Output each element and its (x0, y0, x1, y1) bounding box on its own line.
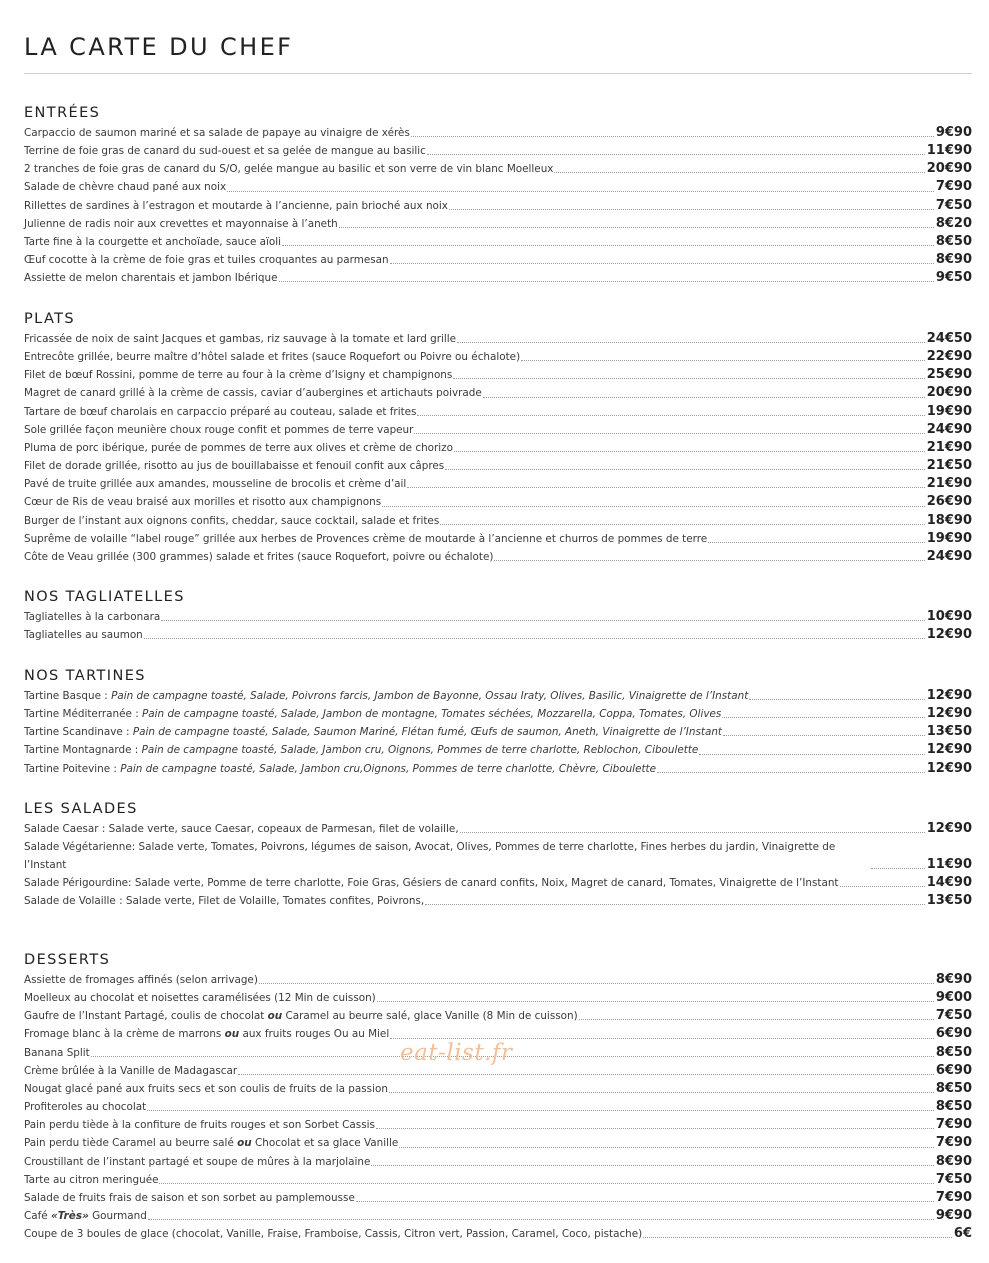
menu-item-price: 11€90 (926, 143, 972, 159)
dot-leader (749, 698, 924, 700)
menu-item-text: Fricassée de noix de saint Jacques et gambas, riz sauvage à la tomate et lard grille (24, 333, 457, 345)
menu-item-name (24, 1225, 642, 1243)
menu-item-price: 21€90 (926, 476, 972, 492)
dot-leader (723, 734, 925, 736)
menu-item (24, 366, 972, 384)
menu-item-name (24, 1116, 375, 1134)
menu-item-price: 6€90 (935, 1062, 972, 1078)
menu-item-name (24, 475, 406, 493)
menu-item-text: Julienne de radis noir aux crevettes et mayonnaise à l’aneth (24, 217, 338, 230)
menu-item-name (24, 626, 143, 644)
menu-item-text-rest: aux fruits rouges Ou au Miel (239, 1028, 390, 1041)
dot-leader (440, 523, 925, 525)
menu-item-price: 8€50 (935, 1099, 972, 1115)
menu-item (24, 741, 972, 759)
dot-leader (371, 1164, 933, 1166)
dot-leader (356, 1200, 934, 1202)
menu-item-name (24, 530, 707, 548)
menu-item (24, 197, 972, 215)
menu-item (24, 493, 972, 511)
menu-item-name (24, 741, 698, 759)
dot-leader (643, 1236, 952, 1238)
title-divider (24, 73, 972, 74)
menu-item-name (24, 760, 656, 778)
dot-leader (161, 619, 925, 621)
dot-leader (457, 341, 925, 343)
dot-leader (399, 1146, 934, 1148)
menu-item (24, 1116, 972, 1134)
menu-item-name (24, 971, 258, 989)
menu-item (24, 251, 972, 269)
dot-leader (144, 637, 925, 639)
menu-item-text: Salade Végétarienne: Salade verte, Tomates, Poivrons, légumes de saison, Avocat, Olives, Pommes de terre charlotte, Fines herbes du jardin, Vinaigrette de l’Instant (24, 841, 836, 872)
menu-item-name (24, 512, 439, 530)
menu-item (24, 820, 972, 838)
menu-item-text: Œuf cocotte à la crème de foie gras et tuiles croquantes au parmesan (24, 254, 389, 267)
menu-item-text: Coupe de 3 boules de glace (chocolat, Vanille, Fraise, Framboise, Cassis, Citron vert, Passion, Caramel, Coco, pistache) (24, 1228, 643, 1241)
section-tagliatelles (24, 589, 972, 644)
section-heading: NOS TARTINES (24, 668, 146, 684)
menu-item-price: 7€90 (935, 1135, 972, 1151)
menu-item-name (24, 197, 448, 215)
menu-item (24, 705, 972, 723)
menu-item-price: 7€50 (935, 1008, 972, 1024)
menu-item-price: 20€90 (926, 161, 972, 177)
menu-item-price: 12€90 (926, 706, 972, 722)
menu-item (24, 1207, 972, 1225)
menu-item (24, 142, 972, 160)
menu-item-text: Tarte au citron meringuée (24, 1173, 159, 1186)
menu-item-name (24, 1207, 147, 1225)
menu-item-text-rest: Chocolat et sa glace Vanille (251, 1137, 399, 1150)
menu-item-name (24, 1189, 355, 1207)
menu-item-text-rest: Gourmand (88, 1210, 147, 1223)
menu-item (24, 384, 972, 402)
dot-leader (699, 753, 924, 755)
section-plats (24, 311, 972, 566)
menu-item-price: 6€90 (935, 1026, 972, 1042)
menu-item-price: 6€ (953, 1226, 972, 1242)
menu-item-name (24, 838, 870, 874)
dot-leader (414, 432, 924, 434)
menu-item (24, 512, 972, 530)
menu-item-text: Banana Split (24, 1046, 90, 1059)
menu-item-price: 8€90 (935, 1153, 972, 1169)
section-heading: NOS TAGLIATELLES (24, 589, 185, 605)
menu-item-emphasis: ou (267, 1010, 283, 1023)
dot-leader (376, 1127, 934, 1129)
dot-leader (147, 1109, 934, 1111)
menu-item-name (24, 1153, 370, 1171)
menu-item-price: 12€90 (926, 627, 972, 643)
menu-item-price: 8€50 (935, 1044, 972, 1060)
menu-item (24, 1098, 972, 1116)
menu-item-text: Pain perdu tiède Caramel au beurre salé (24, 1137, 238, 1150)
menu-item-text: Tarte fine à la courgette et anchoïade, sauce aïoli (24, 235, 282, 248)
section-tartines (24, 668, 972, 778)
menu-item (24, 269, 972, 287)
menu-item-price: 24€50 (926, 331, 972, 346)
menu-item-text: Salade de Volaille : Salade verte, Filet de Volaille, Tomates confites, Poivrons, (24, 895, 425, 908)
menu-item (24, 1134, 972, 1152)
menu-item-text: Suprême de volaille “label rouge” grillée aux herbes de Provences crème de moutarde à l’ancienne et churros de pommes de terre (24, 532, 708, 545)
menu-item (24, 548, 972, 566)
dot-leader (708, 541, 925, 543)
menu-item-name (24, 366, 452, 384)
menu-item-price: 12€90 (926, 760, 972, 776)
menu-item-text: Tartine Méditerranée : (24, 708, 143, 721)
dot-leader (148, 1218, 934, 1220)
page-title: LA CARTE DU CHEF (24, 33, 294, 62)
menu-item-name (24, 1007, 578, 1025)
menu-item (24, 1080, 972, 1098)
menu-item-text-rest: Caramel au beurre salé, glace Vanille (8 Min de cuisson) (282, 1010, 578, 1023)
menu-item-name (24, 1134, 398, 1152)
menu-item-list (24, 330, 972, 566)
dot-leader (417, 414, 924, 416)
menu-item-name (24, 269, 278, 287)
menu-item-name (24, 989, 376, 1007)
menu-item-name (24, 384, 482, 402)
menu-item-text: Assiette de melon charentais et jambon Ibérique (24, 272, 278, 285)
menu-item (24, 348, 972, 366)
menu-item-price: 24€90 (926, 548, 972, 564)
menu-item-name (24, 1171, 158, 1189)
menu-item-price: 12€90 (926, 742, 972, 758)
dot-leader (445, 468, 925, 470)
menu-item-price: 26€90 (926, 494, 972, 510)
menu-item-text: Salade de chèvre chaud pané aux noix (24, 181, 227, 194)
menu-item-name (24, 348, 520, 366)
dot-leader (425, 903, 925, 905)
menu-item-text: Profiteroles au chocolat (24, 1101, 147, 1114)
menu-item (24, 1225, 972, 1243)
menu-item-detail: Pain de campagne toasté, Salade, Jambon cru,Oignons, Pommes de terre charlotte, Chèvre, Ciboulette (120, 762, 657, 775)
menu-item-name (24, 178, 226, 196)
menu-item-name (24, 493, 381, 511)
menu-item-price: 7€50 (935, 197, 972, 213)
menu-item-price: 7€50 (935, 1171, 972, 1187)
menu-item-text: Carpaccio de saumon mariné et sa salade de papaye au vinaigre de xérès (24, 127, 410, 139)
menu-item-text: Tartine Scandinave : (24, 726, 133, 739)
menu-item-text: Nougat glacé pané aux fruits secs et son coulis de fruits de la passion (24, 1082, 388, 1095)
menu-item-text: Tartare de bœuf charolais en carpaccio préparé au couteau, salade et frites (24, 405, 417, 418)
menu-item-text: Magret de canard grillé à la crème de cassis, caviar d’aubergines et artichauts poivrade (24, 387, 482, 400)
menu-item-emphasis: ou (224, 1028, 240, 1041)
menu-item-price: 22€90 (926, 349, 972, 365)
menu-item-price: 7€90 (935, 179, 972, 195)
menu-item-price: 8€50 (935, 233, 972, 249)
menu-item-price: 21€50 (926, 458, 972, 474)
menu-item-name (24, 215, 338, 233)
menu-item-list (24, 124, 972, 287)
menu-item-text: Croustillant de l’instant partagé et soupe de mûres à la marjolaine (24, 1155, 371, 1168)
menu-item-detail: Pain de campagne toasté, Salade, Saumon Mariné, Flétan fumé, Œufs de saumon, Aneth, Vinaigrette de l’Instant (132, 726, 722, 739)
dot-leader (259, 982, 934, 984)
menu-item-price: 8€50 (935, 1080, 972, 1096)
dot-leader (238, 1073, 934, 1075)
menu-item (24, 439, 972, 457)
menu-item-list (24, 687, 972, 778)
menu-item-name (24, 548, 493, 566)
menu-item (24, 892, 972, 910)
menu-item-list (24, 971, 972, 1243)
menu-item-list (24, 608, 972, 644)
menu-item-price: 9€90 (935, 1208, 972, 1224)
menu-item-name (24, 403, 416, 421)
dot-leader (382, 505, 925, 507)
menu-item-text: Tagliatelles à la carbonara (24, 611, 161, 623)
menu-item-detail: Pain de campagne toasté, Salade, Jambon de montagne, Tomates séchées, Mozzarella, Coppa, Tomates, Olives (142, 708, 722, 721)
menu-item-text: Salade de fruits frais de saison et son sorbet au pamplemousse (24, 1191, 355, 1204)
menu-item-name (24, 124, 410, 142)
menu-item-name (24, 1025, 389, 1043)
menu-item-price: 24€90 (926, 421, 972, 437)
menu-item (24, 124, 972, 142)
menu-item (24, 403, 972, 421)
dot-leader (494, 559, 924, 561)
dot-leader (722, 716, 924, 718)
menu-item (24, 1189, 972, 1207)
menu-item-price: 19€90 (926, 403, 972, 419)
menu-item-text: Filet de dorade grillée, risotto au jus de bouillabaisse et fenouil confit aux câpres (24, 460, 445, 473)
menu-item-text: Tartine Poitevine : (24, 762, 121, 775)
menu-item-text: Entrecôte grillée, beurre maître d’hôtel salade et frites (sauce Roquefort ou Poivre ou échalote) (24, 351, 521, 364)
menu-item-text: Pain perdu tiède à la confiture de fruits rouges et son Sorbet Cassis (24, 1119, 375, 1132)
menu-item-text: Gaufre de l’Instant Partagé, coulis de chocolat (24, 1010, 268, 1023)
dot-leader (159, 1182, 933, 1184)
menu-item (24, 626, 972, 644)
dot-leader (390, 1037, 934, 1039)
dot-leader (454, 450, 925, 452)
section-desserts (24, 952, 972, 1243)
menu-item-price: 25€90 (926, 367, 972, 383)
menu-item-text: Assiette de fromages affinés (selon arrivage) (24, 974, 258, 986)
dot-leader (871, 867, 925, 869)
section-heading: PLATS (24, 311, 76, 327)
menu-item-name (24, 1080, 388, 1098)
menu-item-price: 19€90 (926, 530, 972, 546)
dot-leader (460, 831, 925, 833)
menu-item (24, 608, 972, 626)
section-entrees (24, 105, 972, 287)
menu-item (24, 530, 972, 548)
dot-leader (339, 226, 934, 228)
dot-leader (377, 1000, 934, 1002)
menu-item-price: 10€90 (926, 609, 972, 624)
menu-item (24, 457, 972, 475)
dot-leader (279, 280, 934, 282)
menu-item-price: 8€20 (935, 215, 972, 231)
menu-item-emphasis: ou (237, 1137, 252, 1150)
section-salades (24, 801, 972, 910)
menu-item-detail: Pain de campagne toasté, Salade, Jambon cru, Oignons, Pommes de terre charlotte, Reblochon, Ciboulette (141, 744, 699, 757)
menu-item-text: Pluma de porc ibérique, purée de pommes de terre aux olives et crème de chorizo (24, 441, 453, 454)
menu-item-detail: Pain de campagne toasté, Salade, Poivrons farcis, Jambon de Bayonne, Ossau Iraty, Olives, Basilic, Vinaigrette de l’Instant (111, 690, 749, 702)
dot-leader (453, 377, 924, 379)
menu-item (24, 160, 972, 178)
menu-item-price: 11€90 (926, 857, 972, 873)
section-heading: DESSERTS (24, 952, 111, 968)
menu-item-name (24, 705, 721, 723)
watermark-text: eat-list.fr (400, 1040, 513, 1066)
menu-item-text: Terrine de foie gras de canard du sud-ouest et sa gelée de mangue au basilic (24, 145, 426, 158)
dot-leader (483, 396, 925, 398)
menu-item-price: 13€50 (926, 893, 972, 909)
menu-item-text: Crème brûlée à la Vanille de Madagascar (24, 1064, 238, 1077)
menu-item-name (24, 892, 424, 910)
menu-item-price: 20€90 (926, 385, 972, 401)
dot-leader (521, 359, 925, 361)
menu-item-name (24, 1098, 146, 1116)
menu-item-price: 9€50 (935, 270, 972, 286)
menu-item-text: Filet de bœuf Rossini, pomme de terre au four à la crème d’Isigny et champignons (24, 369, 453, 382)
menu-item (24, 760, 972, 778)
menu-item (24, 687, 972, 705)
menu-item-price: 21€90 (926, 439, 972, 455)
menu-item-text: Côte de Veau grillée (300 grammes) salade et frites (sauce Roquefort, poivre ou échalote) (24, 550, 494, 563)
menu-item (24, 989, 972, 1007)
menu-item-text: Salade Caesar : Salade verte, sauce Caesar, copeaux de Parmesan, filet de volaille, (24, 823, 459, 835)
dot-leader (427, 153, 925, 155)
menu-item-emphasis: «Très» (50, 1210, 89, 1223)
menu-item (24, 475, 972, 493)
menu-item-name (24, 874, 839, 892)
menu-item-text: Salade Périgourdine: Salade verte, Pomme de terre charlotte, Foie Gras, Gésiers de canard confits, Noix, Magret de canard, Tomates, Vinaigrette de l’Instant (24, 877, 839, 890)
section-heading: LES SALADES (24, 801, 138, 817)
menu-item (24, 178, 972, 196)
menu-item (24, 1171, 972, 1189)
menu-item-name (24, 608, 160, 626)
menu-item-name (24, 687, 748, 705)
menu-item-price: 18€90 (926, 512, 972, 528)
dot-leader (227, 190, 934, 192)
menu-item-text: 2 tranches de foie gras de canard du S/O, gelée mangue au basilic et son verre de vin blanc Moelleux (24, 163, 554, 176)
menu-item (24, 838, 972, 874)
menu-item-name (24, 1062, 237, 1080)
dot-leader (840, 885, 925, 887)
menu-item (24, 330, 972, 348)
menu-item (24, 874, 972, 892)
menu-item-price: 12€90 (926, 688, 972, 703)
menu-item-price: 9€00 (935, 990, 972, 1006)
menu-item-price: 8€90 (935, 252, 972, 268)
menu-item-price: 12€90 (926, 821, 972, 836)
menu-item-name (24, 160, 553, 178)
dot-leader (579, 1018, 934, 1020)
menu-item-text: Tagliatelles au saumon (24, 629, 143, 642)
menu-item-name (24, 330, 456, 348)
dot-leader (411, 135, 934, 137)
menu-item (24, 215, 972, 233)
menu-item-name (24, 421, 413, 439)
menu-item (24, 1007, 972, 1025)
menu-item-text: Cœur de Ris de veau braisé aux morilles et risotto aux champignons (24, 496, 382, 509)
menu-item-name (24, 723, 722, 741)
menu-item-name (24, 820, 459, 838)
menu-item-price: 13€50 (926, 724, 972, 740)
menu-item-name (24, 1044, 90, 1062)
menu-item-name (24, 439, 453, 457)
menu-item (24, 971, 972, 989)
menu-item (24, 723, 972, 741)
dot-leader (449, 208, 934, 210)
menu-item-text: Sole grillée façon meunière choux rouge confit et pommes de terre vapeur (24, 423, 414, 436)
menu-item-name (24, 142, 426, 160)
menu-item-price: 7€90 (935, 1189, 972, 1205)
menu-item-text: Pavé de truite grillée aux amandes, mousseline de brocolis et crème d’ail (24, 478, 407, 491)
menu-item-price: 8€90 (935, 972, 972, 987)
menu-item (24, 421, 972, 439)
menu-item-text: Tartine Montagnarde : (24, 744, 142, 757)
menu-item (24, 1153, 972, 1171)
menu-item-text: Rillettes de sardines à l’estragon et moutarde à l’ancienne, pain brioché aux noix (24, 199, 448, 212)
menu-item-price: 14€90 (926, 875, 972, 891)
menu-item-name (24, 233, 281, 251)
dot-leader (657, 771, 925, 773)
dot-leader (282, 244, 934, 246)
menu-item-text: Café (24, 1210, 51, 1223)
menu-item-name (24, 251, 389, 269)
dot-leader (554, 171, 924, 173)
menu-item-price: 9€90 (935, 125, 972, 140)
section-heading: ENTRÉES (24, 105, 101, 121)
dot-leader (407, 486, 924, 488)
menu-item-text: Tartine Basque : (24, 690, 112, 702)
menu-item-text: Burger de l’instant aux oignons confits, cheddar, sauce cocktail, salade et frites (24, 514, 440, 527)
menu-item-price: 7€90 (935, 1117, 972, 1133)
menu-item (24, 233, 972, 251)
menu-item-text: Fromage blanc à la crème de marrons (24, 1028, 225, 1041)
menu-item-name (24, 457, 444, 475)
menu-item-list (24, 820, 972, 910)
dot-leader (389, 1091, 934, 1093)
dot-leader (390, 262, 934, 264)
menu-item-text: Moelleux au chocolat et noisettes caramélisées (12 Min de cuisson) (24, 992, 376, 1005)
